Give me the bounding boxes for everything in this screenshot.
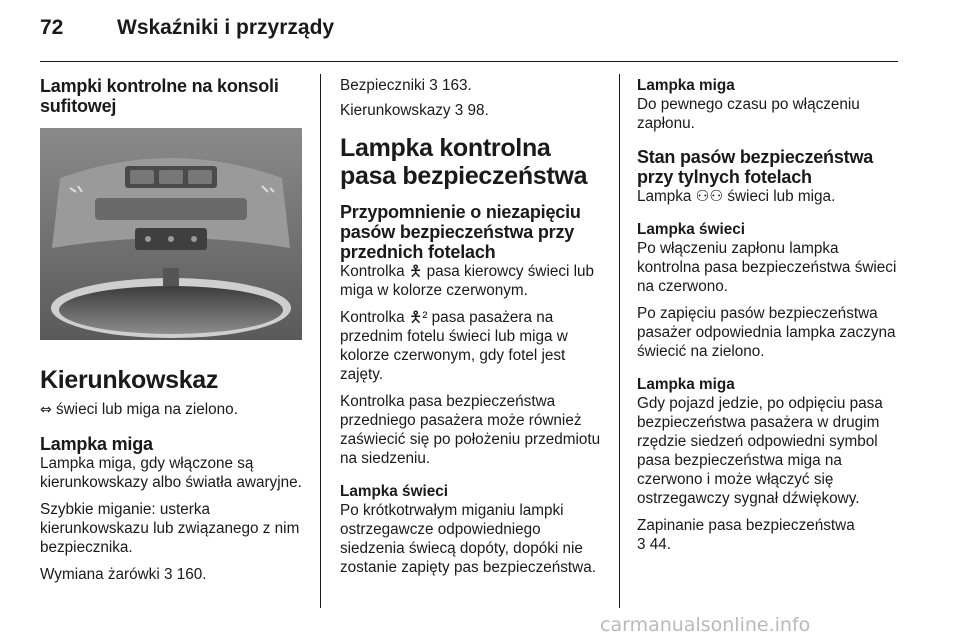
lamp-on-text-2: Po włączeniu zapłonu lampka kontrolna pasa bezpieczeństwa świeci na czerwono. [637,240,897,295]
lamp-on-heading-2: Lampka świeci [637,221,745,238]
column-1 [40,76,308,592]
lamp-flash-heading: Lampka miga [40,434,153,454]
indicators-link[interactable]: 3 98. [454,102,489,119]
page-number: 72 [40,16,64,39]
passenger-object-text: Kontrolka pasa bezpieczeństwa przedniego pasażera może również zaświecić się po położeniu przedmiotu na siedzeniu. [340,393,601,467]
lamp-flash-text: Lampka miga, gdy włączone są kierunkowskazy albo światła awaryjne. [40,455,302,491]
bulb-replacement-text: Wymiana żarówki [40,566,160,583]
turn-signal-icon: ⇔ [40,402,52,418]
rear-seat-status-text: Lampka ⚇⚇ świeci lub miga. [637,188,836,205]
buckling-text: Zapinanie pasa bezpieczeństwa [637,517,855,534]
page-header [40,16,920,56]
turn-signal-heading: Kierunkowskaz [40,366,219,394]
lamp-flash-heading-2: Lampka miga [637,77,735,94]
passenger-belt-text: Kontrolka 🯅² pasa pasażera na przednim fotelu świeci lub miga w kolorze czerwonym, gdy fotel jest zajęty. [340,309,568,383]
column-divider-1 [320,74,321,608]
column-3 [637,76,905,562]
seatbelt-reminder-heading: Lampka kontrolna pasa bezpieczeństwa [340,134,588,190]
fuses-text: Bezpieczniki [340,77,426,94]
driver-belt-text: Kontrolka 🯅 pasa kierowcy świeci lub miga w kolorze czerwonym. [340,263,595,299]
lamp-on-text-3: Po zapięciu pasów bezpieczeństwa pasażer odpowiednia lampka zaczyna świecić na zielono. [637,305,896,360]
header-rule [40,61,898,62]
column-2 [340,76,608,585]
column-divider-2 [619,74,620,608]
rear-seat-status-heading: Stan pasów bezpieczeństwa przy tylnych fotelach [637,147,874,187]
front-seat-reminder-heading: Przypomnienie o niezapięciu pasów bezpieczeństwa przy przednich fotelach [340,202,581,262]
watermark: carmanualsonline.info [600,614,811,636]
fuses-link[interactable]: 3 163. [429,77,472,94]
overhead-console-heading: Lampki kontrolne na konsoli sufitowej [40,76,279,116]
turn-signal-text: świeci lub miga na zielono. [51,401,238,418]
lamp-on-text: Po krótkotrwałym miganiu lampki ostrzegawcze odpowiedniego siedzenia świecą dopóty, dopóki nie zostanie zapięty pas bezpieczeństwa. [340,502,596,576]
bulb-replacement-link[interactable]: 3 160. [163,566,207,583]
lamp-flash-text-3: Gdy pojazd jedzie, po odpięciu pasa bezpieczeństwa pasażera w drugim rzędzie siedzeń odpowiedni symbol pasa bezpieczeństwa miga na czerwono i może włączyć się ostrzegawczy sygnał dźwiękowy. [637,395,883,507]
overhead-console-photo [40,128,302,340]
fast-flash-text: Szybkie miganie: usterka kierunkowskazu lub związanego z nim bezpiecznika. [40,501,300,556]
buckling-link[interactable]: 3 44. [637,536,672,553]
lamp-flash-text-2: Do pewnego czasu po włączeniu zapłonu. [637,96,860,132]
lamp-on-heading: Lampka świeci [340,483,448,500]
page-title: Wskaźniki i przyrządy [117,16,335,39]
lamp-flash-heading-3: Lampka miga [637,376,735,393]
indicators-text: Kierunkowskazy [340,102,451,119]
